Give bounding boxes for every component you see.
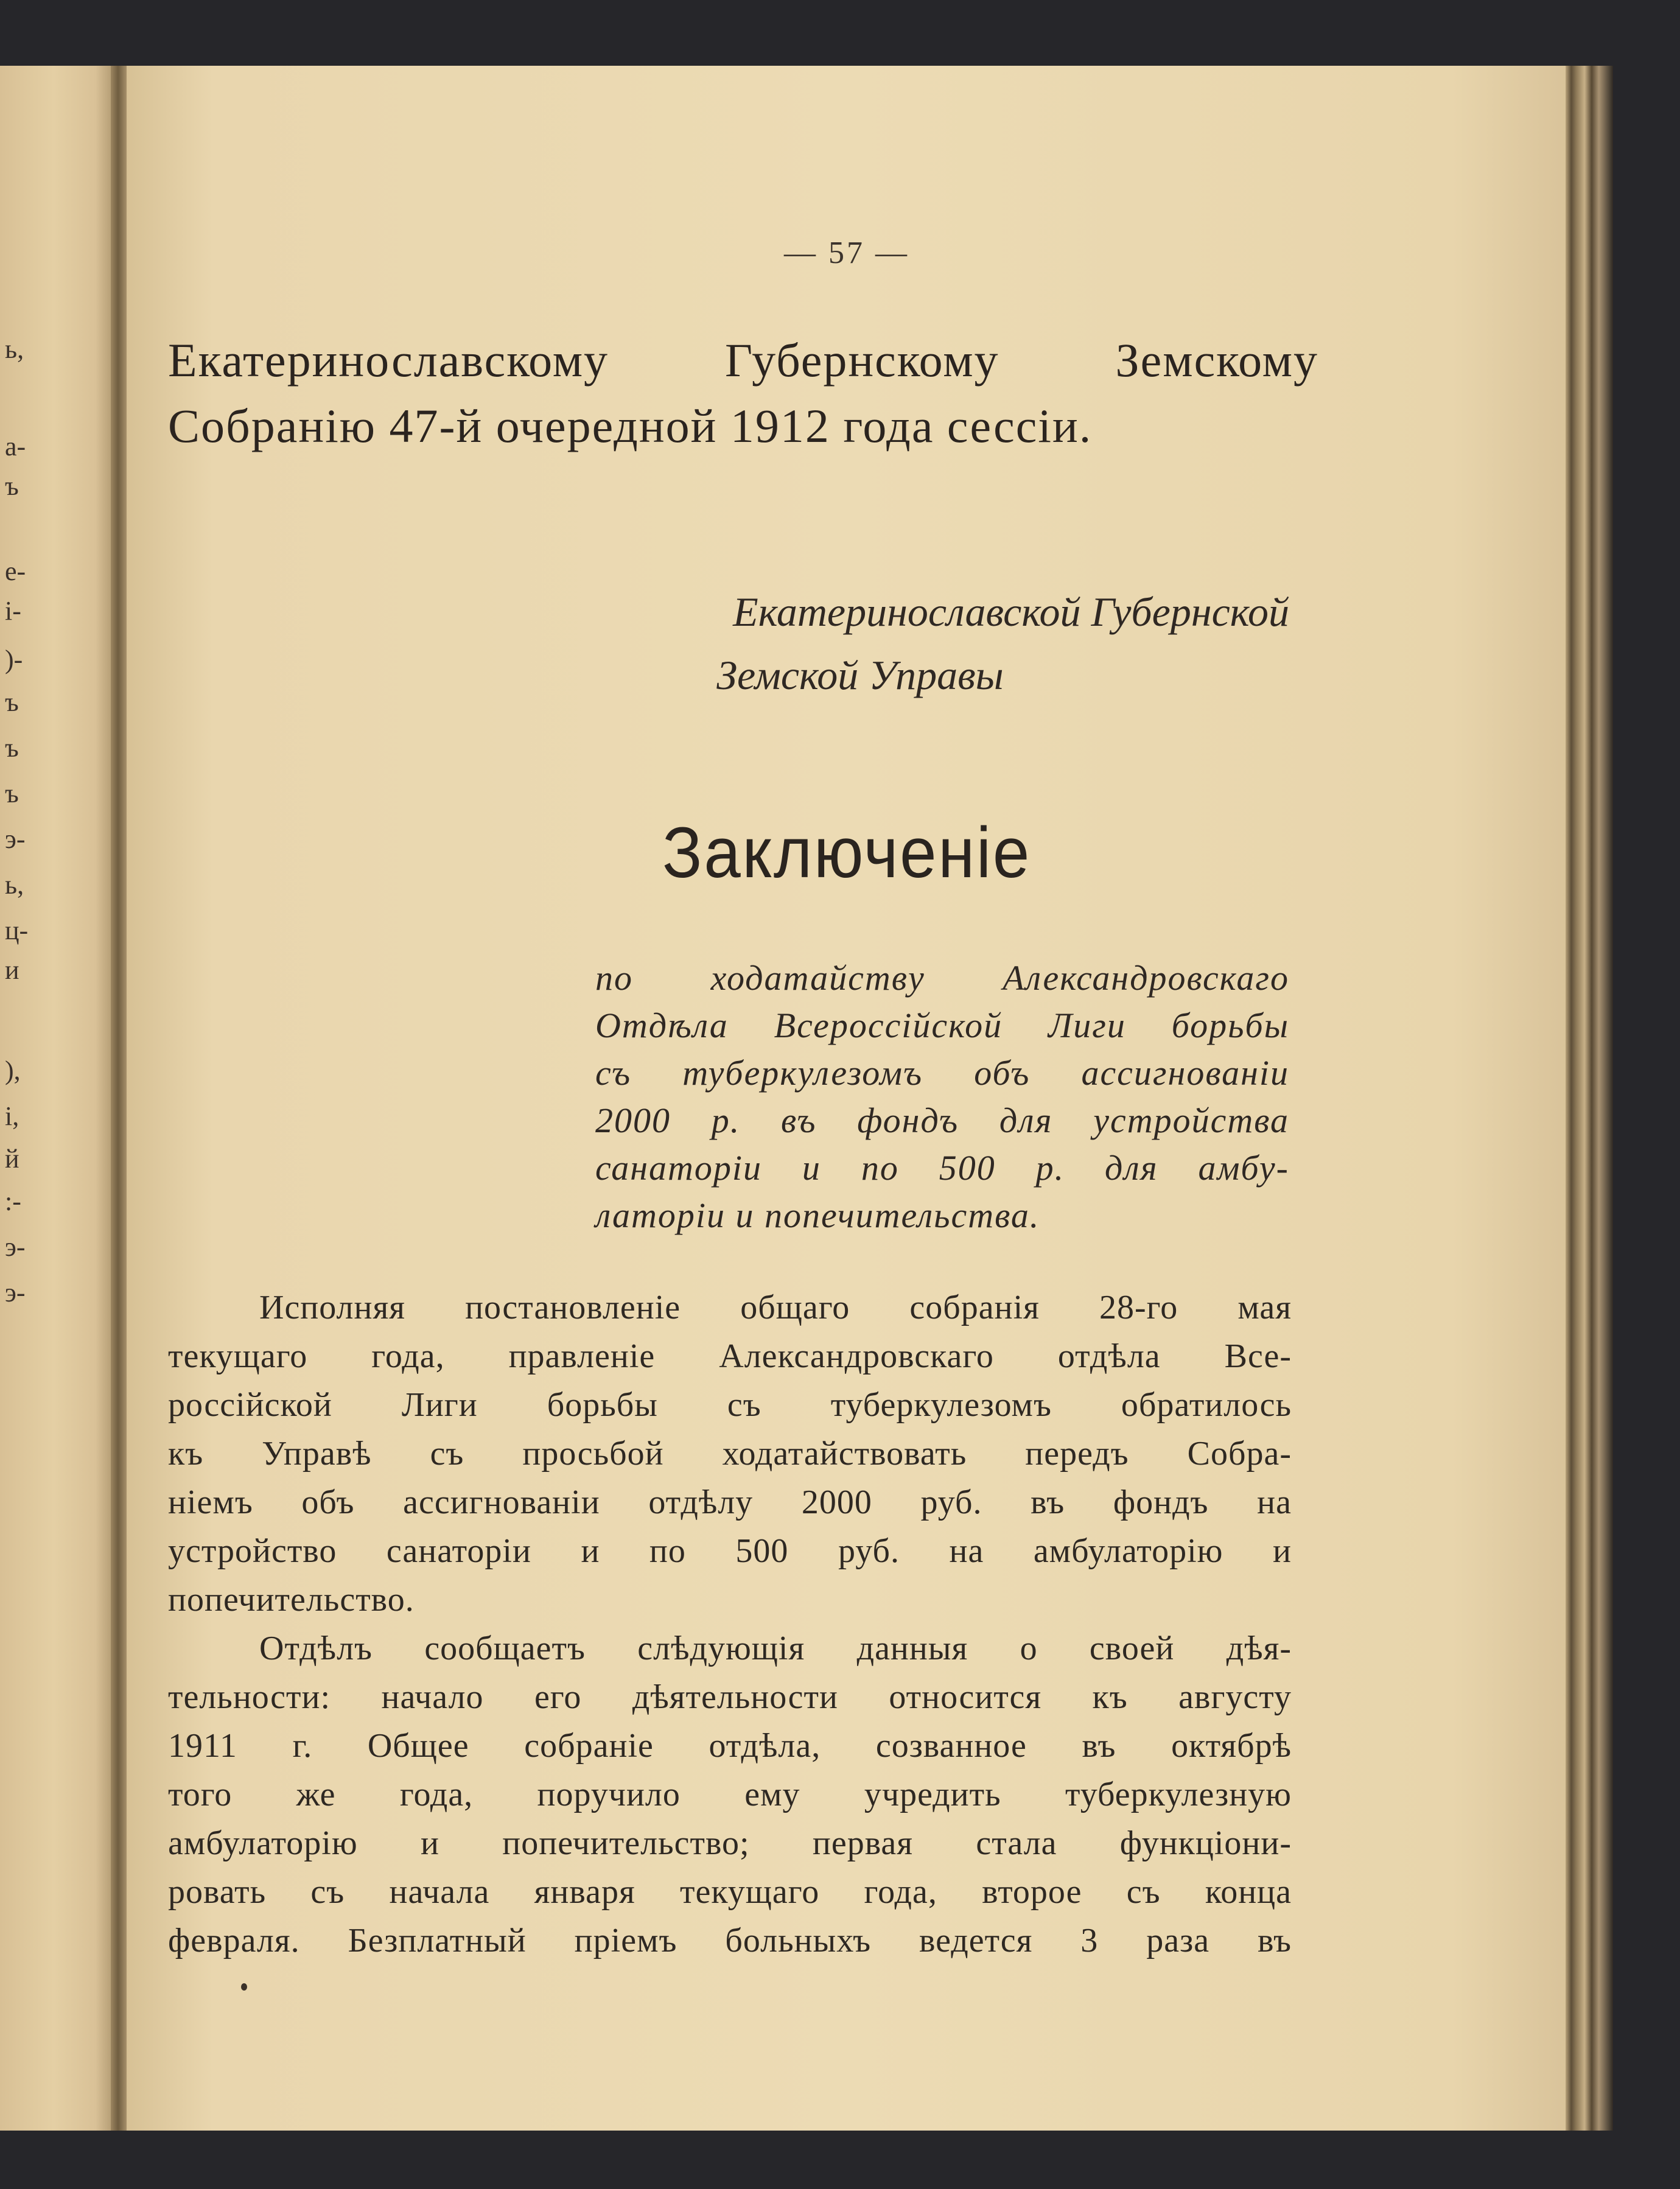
issuer-line-1: Екатеринославской Губернской (733, 589, 1289, 635)
previous-page-fragment: и (5, 955, 19, 985)
issuer-line-2: Земской Управы (716, 652, 1004, 698)
previous-page-fragment: ц- (5, 916, 29, 945)
paragraph-2-line: февраля. Безплатный пріемъ больныхъ ведется 3 раза въ (168, 1922, 1292, 1960)
previous-page-fragment: ), (5, 1056, 21, 1085)
ink-speck (241, 1983, 247, 1991)
previous-page-fragment: а- (5, 432, 26, 461)
paragraph-1-line: ніемъ объ ассигнованіи отдѣлу 2000 руб. въ фондъ на (168, 1483, 1292, 1521)
previous-page-fragment: ъ (5, 733, 19, 763)
previous-page-fragment: :- (5, 1186, 21, 1216)
body-text (168, 1283, 1292, 1965)
previous-page-edge (0, 66, 119, 2131)
paragraph-2-line: амбулаторію и попечительство; первая стала функціони- (168, 1824, 1292, 1862)
subject-block (595, 954, 1289, 1239)
paragraph-2-line: 1911 г. Общее собраніе отдѣла, созванное въ октябрѣ (168, 1727, 1292, 1765)
previous-page-fragment: ь, (5, 334, 24, 364)
subject-line: съ туберкулезомъ объ ассигнованіи (595, 1053, 1289, 1093)
previous-page-fragment: і- (5, 596, 21, 626)
paragraph-1-line: россійской Лиги борьбы съ туберкулезомъ обратилось (168, 1386, 1292, 1424)
previous-page-fragment: ъ (5, 779, 19, 808)
document-title: Заключеніе (662, 813, 1032, 893)
page-number: — 57 — (784, 236, 909, 270)
previous-page-fragment: ъ (5, 687, 19, 717)
paragraph-1-line: попечительство. (168, 1581, 415, 1619)
issuer-block (127, 580, 1289, 707)
paragraph-2-line: того же года, поручило ему учредить туберкулезную (168, 1776, 1292, 1813)
previous-page-fragment: э- (5, 824, 26, 854)
previous-page-fragment: е- (5, 556, 26, 586)
previous-page-fragment: ъ (5, 471, 19, 501)
previous-page-fragment: э- (5, 1278, 26, 1308)
address-heading: Екатеринославскому Губернскому Земскому Собранію 47-й очередной 1912 года сессіи. (168, 334, 1318, 452)
book-spread (0, 66, 1613, 2131)
paragraph-1-line: текущаго года, правленіе Александровскаго отдѣла Все- (168, 1337, 1292, 1375)
page-block-edge (1566, 66, 1613, 2131)
subject-line: латоріи и попечительства. (595, 1196, 1040, 1235)
paragraph-2-line: тельности: начало его дѣятельности относится къ августу (168, 1678, 1292, 1716)
previous-page-fragment: й (5, 1144, 19, 1174)
subject-line: Отдѣла Всероссійской Лиги борьбы (595, 1006, 1289, 1045)
paragraph-2-line: Отдѣлъ сообщаетъ слѣдующія данныя о своей дѣя- (259, 1630, 1292, 1667)
paragraph-2-line: ровать съ начала января текущаго года, второе съ конца (168, 1873, 1292, 1911)
subject-line: по ходатайству Александровскаго (595, 958, 1289, 998)
previous-page-fragment: )- (5, 645, 23, 674)
previous-page-fragment: ь, (5, 870, 24, 900)
subject-line: санаторіи и по 500 р. для амбу- (595, 1148, 1289, 1188)
subject-line: 2000 р. въ фондъ для устройства (595, 1101, 1289, 1140)
paragraph-1-line: Исполняя постановленіе общаго собранія 28-го мая (259, 1289, 1292, 1326)
page-57 (127, 66, 1567, 2131)
previous-page-fragment: э- (5, 1232, 26, 1262)
previous-page-fragment: і, (5, 1101, 19, 1131)
paragraph-1-line: устройство санаторіи и по 500 руб. на амбулаторію и (168, 1532, 1292, 1570)
paragraph-1-line: къ Управѣ съ просьбой ходатайствовать передъ Собра- (168, 1435, 1292, 1473)
